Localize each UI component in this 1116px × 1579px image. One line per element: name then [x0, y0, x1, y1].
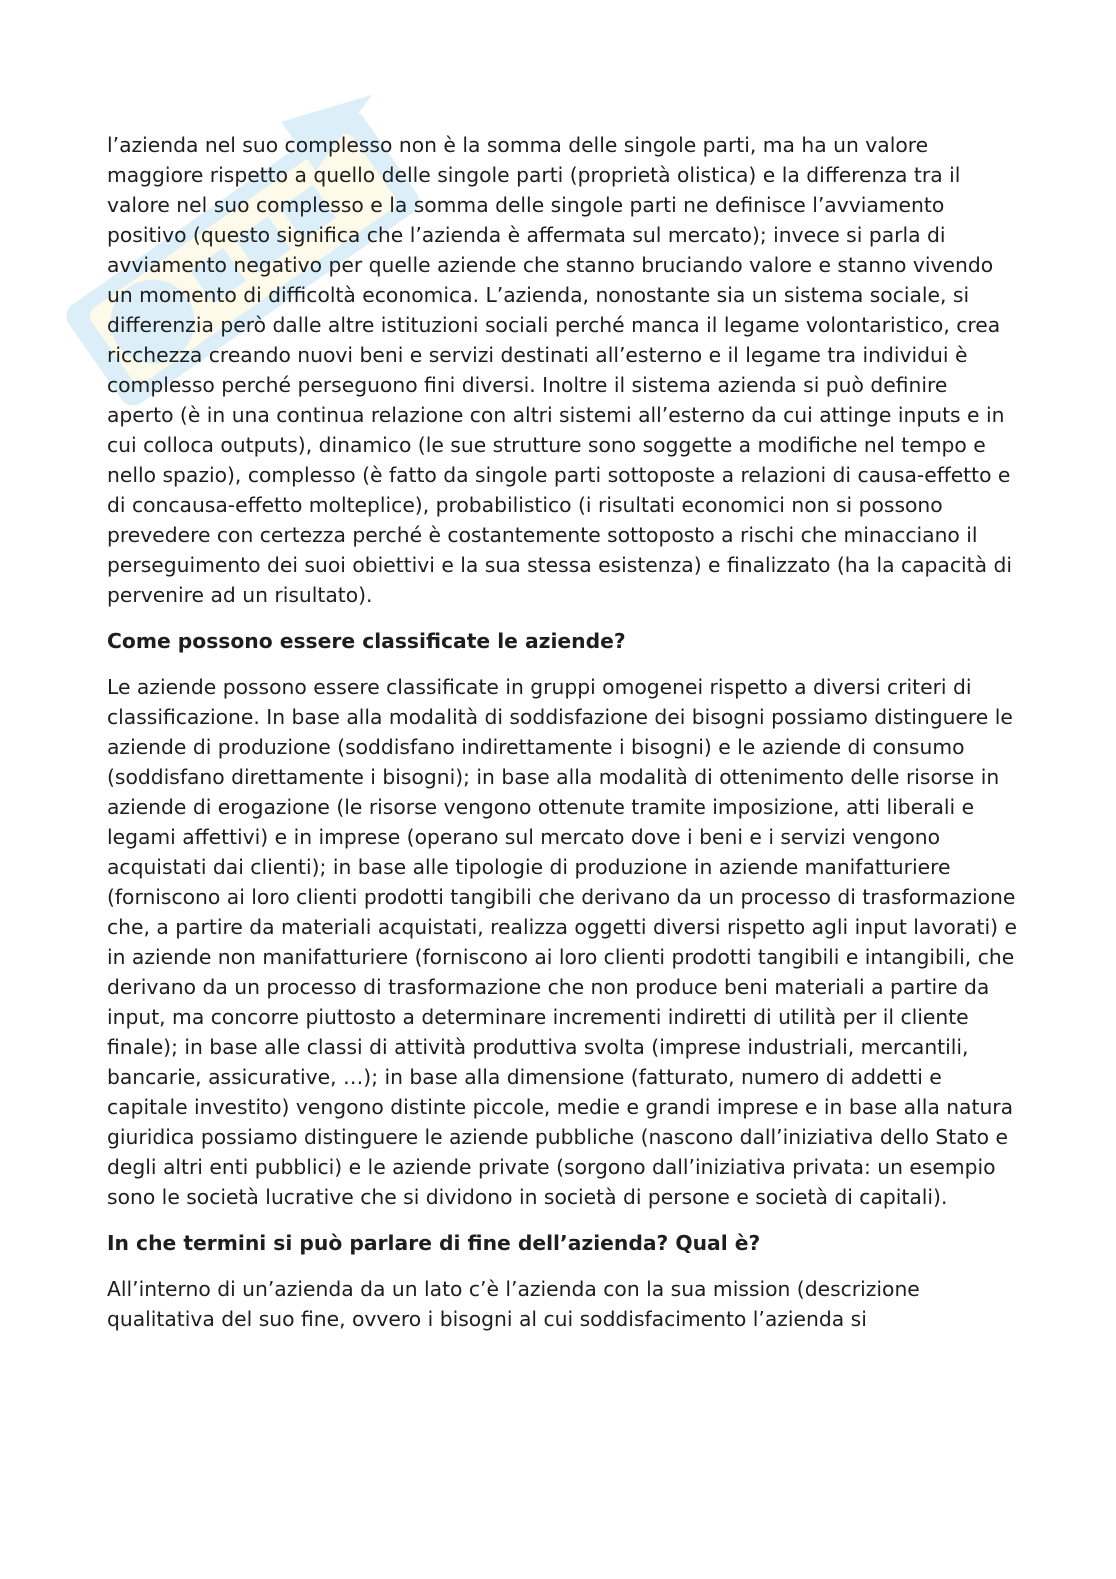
paragraph-avviamento: l’azienda nel suo complesso non è la somma delle singole parti, ma ha un valore maggiore rispetto a quello delle singole parti (proprietà olistica) e la differenza tra il valore nel suo complesso e la somma delle singole parti ne definisce l’avviamento positivo (questo significa che l’azienda è affermata sul mercato); invece si parla di avviamento negativo per quelle aziende che stanno bruciando valore e stanno vivendo un momento di difficoltà economica. L’azienda, nonostante sia un sistema sociale, si differenzia però dalle altre istituzioni sociali perché manca il legame volontaristico, crea ricchezza creando nuovi beni e servizi destinati all’esterno e il legame tra individui è complesso perché perseguono fini diversi. Inoltre il sistema azienda si può definire aperto (è in una continua relazione con altri sistemi all’esterno da cui attinge inputs e in cui colloca outputs), dinamico (le sue strutture sono soggette a modifiche nel tempo e nello spazio), complesso (è fatto da singole parti sottoposte a relazioni di causa-effetto e di concausa-effetto molteplice), probabilistico (i risultati economici non si possono prevedere con certezza perché è costantemente sottoposto a rischi che minacciano il perseguimento dei suoi obiettivi e la sua stessa esistenza) e finalizzato (ha la capacità di pervenire ad un risultato).	[107, 133, 1012, 607]
heading-classificazione: Come possono essere classificate le aziende?	[107, 629, 626, 653]
paragraph-mission: All’interno di un’azienda da un lato c’è l’azienda con la sua mission (descrizione qualitativa del suo fine, ovvero i bisogni al cui soddisfacimento l’azienda si	[107, 1277, 920, 1331]
document-page	[107, 130, 1017, 1350]
paragraph-classificazione: Le aziende possono essere classificate in gruppi omogenei rispetto a diversi criteri di classificazione. In base alla modalità di soddisfazione dei bisogni possiamo distinguere le aziende di produzione (soddisfano indirettamente i bisogni) e le aziende di consumo (soddisfano direttamente i bisogni); in base alla modalità di ottenimento delle risorse in aziende di erogazione (le risorse vengono ottenute tramite imposizione, atti liberali e legami affettivi) e in imprese (operano sul mercato dove i beni e i servizi vengono acquistati dai clienti); in base alle tipologie di produzione in aziende manifatturiere (forniscono ai loro clienti prodotti tangibili che derivano da un processo di trasformazione che, a partire da materiali acquistati, realizza oggetti diversi rispetto agli input lavorati) e in aziende non manifatturiere (forniscono ai loro clienti prodotti tangibili e intangibili, che derivano da un processo di trasformazione che non produce beni materiali a partire da input, ma concorre piuttosto a determinare incrementi indiretti di utilità per il cliente finale); in base alle classi di attività produttiva svolta (imprese industriali, mercantili, bancarie, assicurative, …); in base alla dimensione (fatturato, numero di addetti e capitale investito) vengono distinte piccole, medie e grandi imprese e in base alla natura giuridica possiamo distinguere le aziende pubbliche (nascono dall’iniziativa dello Stato e degli altri enti pubblici) e le aziende private (sorgono dall’iniziativa privata: un esempio sono le società lucrative che si dividono in società di persone e società di capitali).	[107, 675, 1017, 1209]
heading-fine-azienda: In che termini si può parlare di fine dell’azienda? Qual è?	[107, 1231, 761, 1255]
